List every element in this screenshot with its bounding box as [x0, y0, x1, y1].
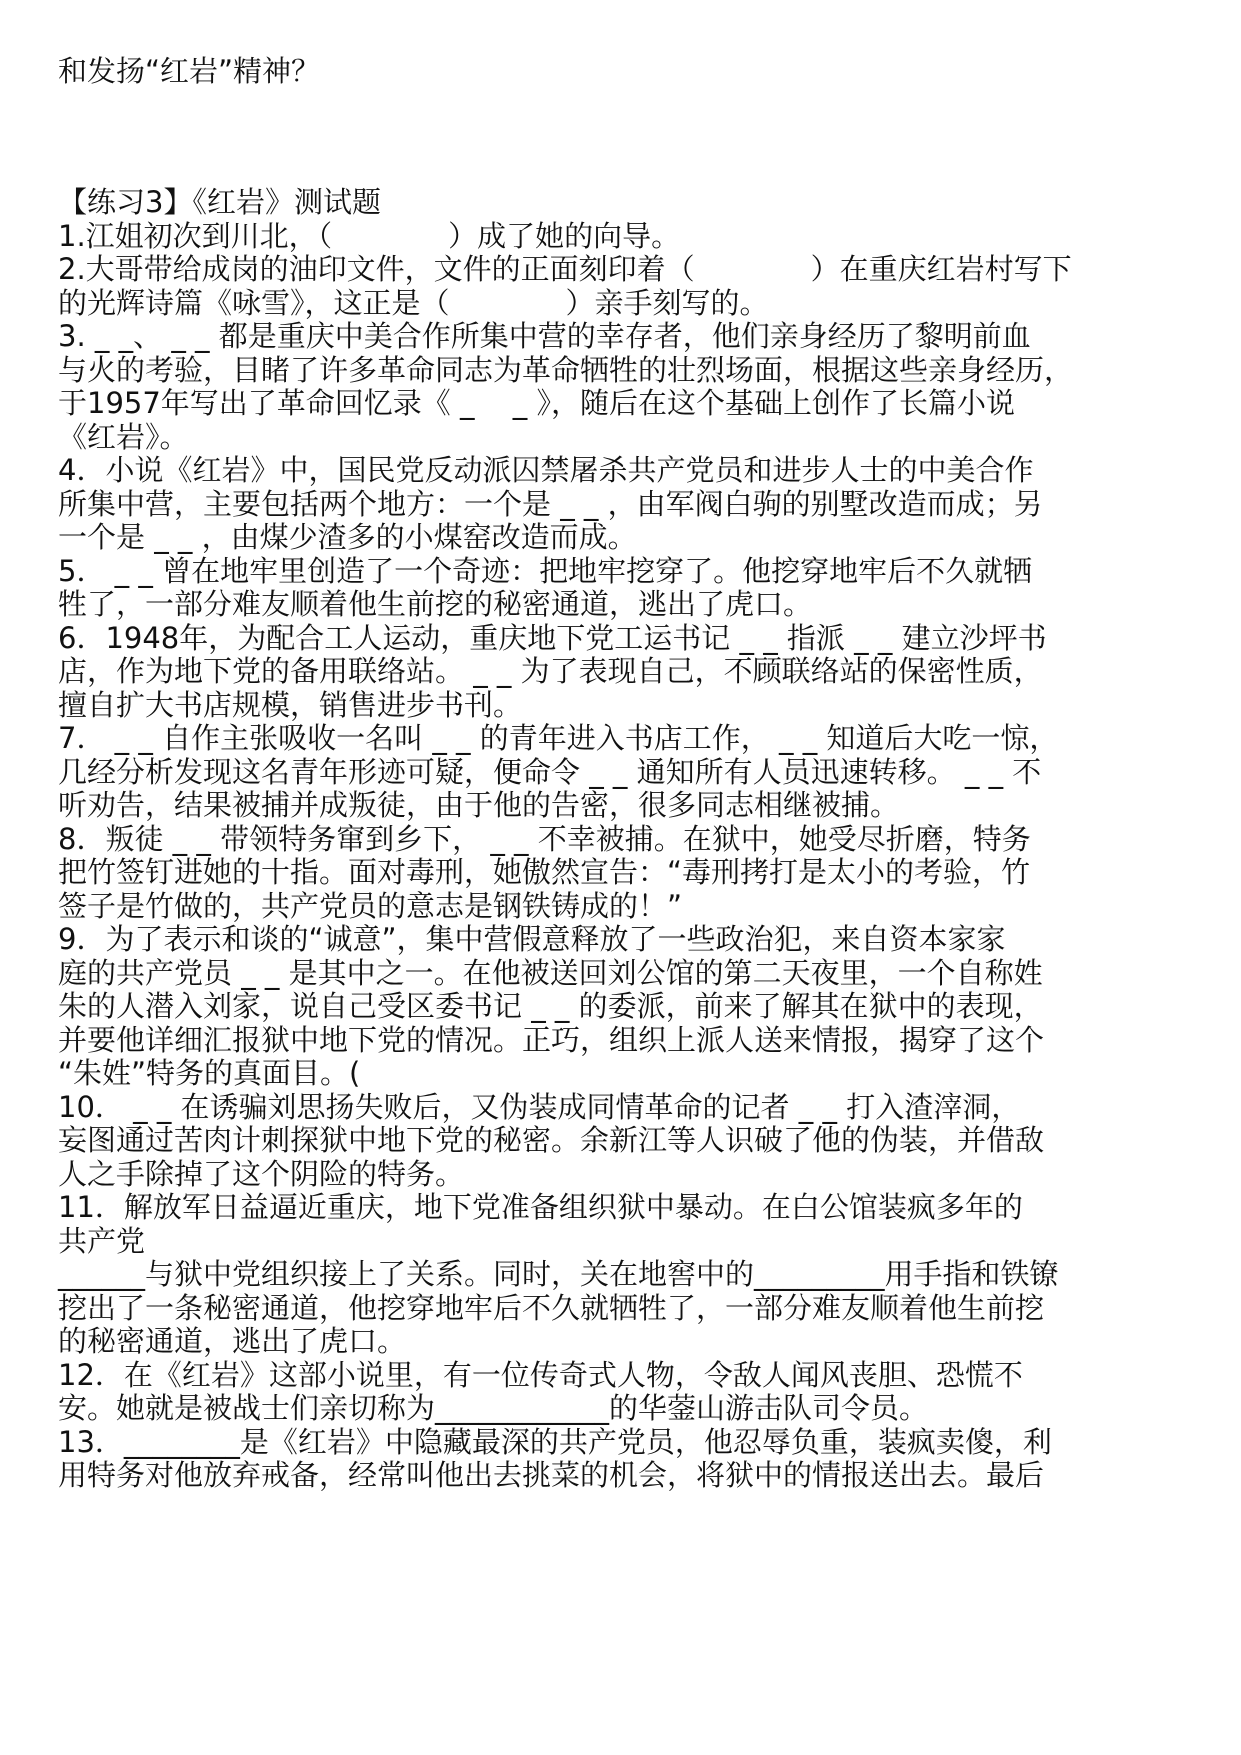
exercise-line: 4．小说《红岩》中，国民党反动派囚禁屠杀共产党员和进步人士的中美合作 [58, 453, 1034, 487]
exercise-line: 用特务对他放弃戒备，经常叫他出去挑菜的机会，将狱中的情报送出去。最后 [58, 1458, 1045, 1492]
exercise-line: 3. _ _、 _ _ 都是重庆中美合作所集中营的幸存者，他们亲身经历了黎明前血 [58, 319, 1031, 353]
exercise-block [58, 186, 1188, 1493]
exercise-line: 庭的共产党员 _ _ 是其中之一。在他被送回刘公馆的第二天夜里，一个自称姓 [58, 955, 1043, 990]
exercise-line: 几经分析发现这名青年形迹可疑，便命令 _ _ 通知所有人员迅速转移。 _ _ 不 [58, 754, 1042, 789]
exercise-line: “朱姓”特务的真面目。( [58, 1056, 361, 1090]
exercise-line: 8．叛徒 _ _ 带领特务窜到乡下， _ _ 不幸被捕。在狱中，她受尽折磨，特务 [58, 821, 1031, 856]
exercise-line: 的秘密通道，逃出了虎口。 [58, 1324, 407, 1358]
exercise-line: 10． _ _ 在诱骗刘思扬失败后，又伪装成同情革命的记者 _ _ 打入渣滓洞， [58, 1089, 1021, 1124]
exercise-line: ______与狱中党组织接上了关系。同时，关在地窖中的_________用手指和铁镣 [58, 1257, 1059, 1291]
exercise-line: 擅自扩大书店规模，销售进步书刊。 [58, 687, 523, 722]
exercise-line: 11．解放军日益逼近重庆，地下党准备组织狱中暴动。在白公馆装疯多年的 [58, 1190, 1023, 1224]
carryover-text: 和发扬“红岩”精神？ [58, 54, 321, 88]
exercise-line: 共产党 [58, 1223, 146, 1258]
exercise-line: 人之手除掉了这个阴险的特务。 [58, 1156, 465, 1191]
exercise-line: 听劝告，结果被捕并成叛徒，由于他的告密，很多同志相继被捕。 [58, 788, 900, 822]
exercise-line: 5． _ _ 曾在地牢里创造了一个奇迹：把地牢挖穿了。他挖穿地牢后不久就牺 [58, 553, 1033, 588]
exercise-line: 于1957年写出了革命回忆录《 _ _ 》，随后在这个基础上创作了长篇小说 [58, 386, 1015, 420]
exercise-line: 并要他详细汇报狱中地下党的情况。正巧，组织上派人送来情报，揭穿了这个 [58, 1022, 1045, 1057]
exercise-line: 签子是竹做的，共产党员的意志是钢铁铸成的！” [58, 888, 683, 923]
exercise-line: 妄图通过苦肉计刺探狱中地下党的秘密。余新江等人识破了他的伪装，并借敌 [58, 1123, 1045, 1157]
exercise-line: 一个是 _ _ ，由煤少渣多的小煤窑改造而成。 [58, 520, 637, 554]
exercise-line: 12．在《红岩》这部小说里，有一位传奇式人物，令敌人闻风丧胆、恐慌不 [58, 1357, 1023, 1392]
exercise-title: 【练习3】《红岩》测试题 [58, 185, 381, 219]
exercise-line: 《红岩》。 [58, 419, 189, 454]
exercise-line: 2.大哥带给成岗的油印文件，文件的正面刻印着（ ）在重庆红岩村写下 [58, 252, 1072, 286]
exercise-line: 13．________是《红岩》中隐藏最深的共产党员，他忍辱负重，装疯卖傻，利 [58, 1424, 1052, 1459]
exercise-line: 安。她就是被战士们亲切称为____________的华蓥山游击队司令员。 [58, 1391, 929, 1425]
exercise-line: 把竹签钉进她的十指。面对毒刑，她傲然宣告：“毒刑拷打是太小的考验，竹 [58, 855, 1031, 889]
exercise-line: 挖出了一条秘密通道，他挖穿地牢后不久就牺牲了，一部分难友顺着他生前挖 [58, 1290, 1045, 1325]
exercise-line: 所集中营，主要包括两个地方：一个是 _ _ ，由军阀白驹的别墅改造而成；另 [58, 486, 1043, 521]
exercise-line: 朱的人潜入刘家，说自己受区委书记 _ _ 的委派，前来了解其在狱中的表现， [58, 989, 1043, 1023]
carryover-line-block [58, 55, 1188, 89]
exercise-line: 牲了，一部分难友顺着他生前挖的秘密通道，逃出了虎口。 [58, 587, 813, 621]
exercise-line: 6．1948年，为配合工人运动，重庆地下党工运书记 _ _ 指派 _ _ 建立沙坪书 [58, 620, 1047, 655]
exercise-line: 1.江姐初次到川北，（ ）成了她的向导。 [58, 218, 681, 253]
exercise-line: 店，作为地下党的备用联络站。 _ _ 为了表现自己，不顾联络站的保密性质， [58, 654, 1043, 688]
exercise-line: 7． _ _ 自作主张吸收一名叫 _ _ 的青年进入书店工作， _ _ 知道后大吃一惊， [58, 721, 1059, 755]
exercise-line: 与火的考验，目睹了许多革命同志为革命牺牲的壮烈场面，根据这些亲身经历， [58, 352, 1074, 387]
exercise-line: 的光辉诗篇《咏雪》，这正是（ ）亲手刻写的。 [58, 285, 769, 320]
exercise-line: 9．为了表示和谈的“诚意”，集中营假意释放了一些政治犯，来自资本家家 [58, 922, 1006, 956]
